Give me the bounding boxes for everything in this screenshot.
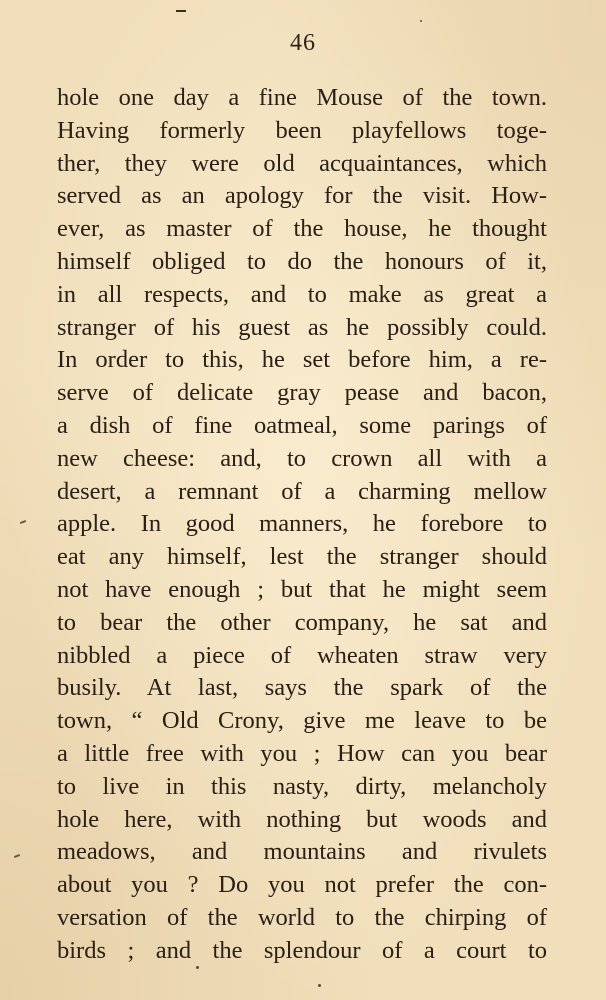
margin-mark [14, 854, 20, 858]
text-line: in all respects, and to make as great a [57, 280, 547, 308]
margin-mark [20, 520, 26, 524]
text-line: nibbled a piece of wheaten straw very [57, 641, 547, 669]
paper-speck [318, 984, 321, 987]
text-line: a little free with you ; How can you bear [57, 739, 547, 767]
printer-mark [176, 10, 186, 12]
text-line: stranger of his guest as he possibly could. [57, 313, 547, 341]
text-line: himself obliged to do the honours of it, [57, 247, 547, 275]
text-line: ever, as master of the house, he thought [57, 215, 547, 243]
text-line: hole one day a fine Mouse of the town. [57, 84, 547, 111]
text-line: serve of delicate gray pease and bacon, [57, 379, 547, 407]
text-line: new cheese: and, to crown all with a [57, 444, 547, 472]
text-line: eat any himself, lest the stranger should [57, 543, 547, 571]
text-line: hole here, with nothing but woods and [57, 805, 547, 833]
text-line: birds ; and the splendour of a court to [57, 936, 547, 964]
text-line: In order to this, he set before him, a re- [57, 346, 547, 374]
text-line: versation of the world to the chirping of [57, 903, 547, 931]
text-line: busily. At last, says the spark of the [57, 674, 547, 702]
text-line: served as an apology for the visit. How- [57, 182, 547, 210]
text-line: town, “ Old Crony, give me leave to be [57, 707, 547, 735]
paper-speck [196, 966, 199, 969]
body-text [57, 82, 547, 968]
text-line: Having formerly been playfellows toge- [57, 116, 547, 144]
page-number: 46 [290, 30, 316, 56]
text-line: not have enough ; but that he might seem [57, 575, 547, 603]
text-line: to bear the other company, he sat and [57, 608, 547, 636]
text-line: a dish of fine oatmeal, some parings of [57, 411, 547, 439]
text-line: about you ? Do you not prefer the con- [57, 871, 547, 899]
paper-speck [420, 20, 422, 22]
text-line: ther, they were old acquaintances, which [57, 149, 547, 177]
text-line: to live in this nasty, dirty, melancholy [57, 772, 547, 800]
text-line: desert, a remnant of a charming mellow [57, 477, 547, 505]
text-line: apple. In good manners, he forebore to [57, 510, 547, 538]
text-line: meadows, and mountains and rivulets [57, 838, 547, 866]
